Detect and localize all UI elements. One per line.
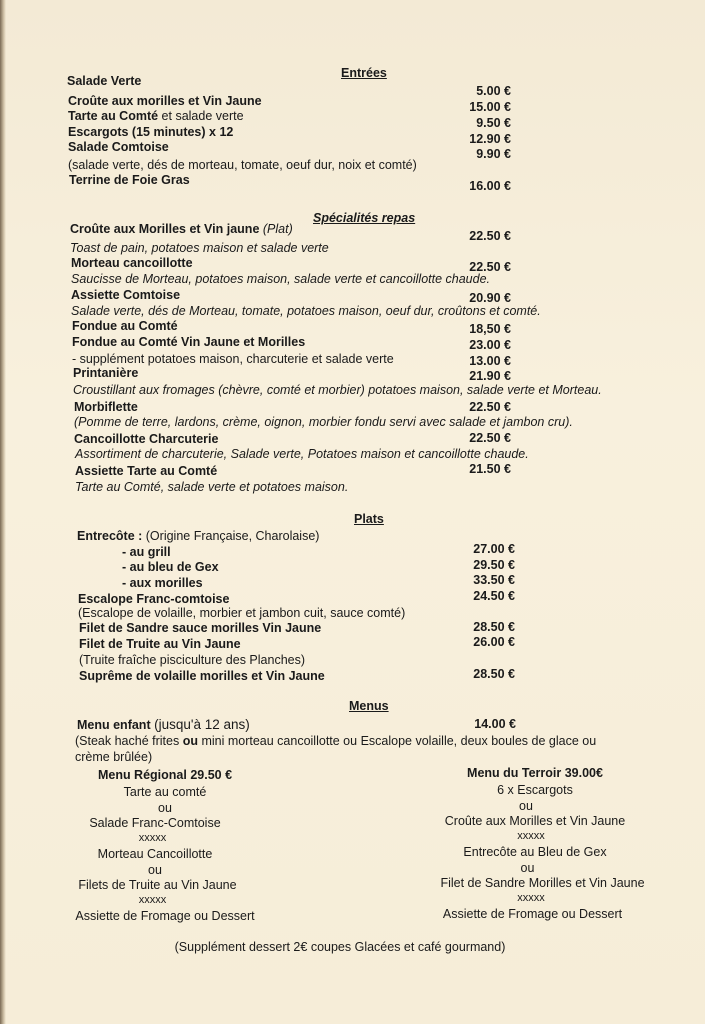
specialite-price: 20.90 € [469,291,511,305]
plats-heading: Plats [354,512,384,526]
entree-name: Salade Comtoise [68,140,169,154]
menu-line: Filet de Sandre Morilles et Vin Jaune [440,876,645,890]
specialite-name: Printanière [73,366,139,380]
specialite-price: 22.50 € [469,260,511,274]
specialite-desc: - supplément potatoes maison, charcuterie et salade verte [72,352,394,366]
menu-line: ou [520,861,535,875]
plat-name: Filet de Sandre sauce morilles Vin Jaune [79,621,322,635]
specialite-name: Morteau cancoillotte [71,256,193,270]
specialite-desc: Croustillant aux fromages (chèvre, comté et morbier) potatoes maison, salade verte et Morteau. [73,383,602,397]
menus-heading: Menus [349,699,389,713]
specialite-desc: (Pomme de terre, lardons, crème, oignon, morbier fondu servi avec salade et jambon cru). [74,415,573,429]
menu-enfant-age: (jusqu'à 12 ans) [154,717,250,732]
menu-terroir-title: Menu du Terroir 39.00€ [467,766,603,780]
specialite-desc-price: 13.00 € [469,354,511,368]
menu-enfant-desc [75,734,596,749]
specialite-price: 22.50 € [469,229,511,243]
specialite-price: 22.50 € [469,431,511,445]
plat-price: 28.50 € [473,667,515,681]
menu-line: xxxxx [138,894,167,906]
specialite-price: 22.50 € [469,400,511,414]
specialite-name: Cancoillotte Charcuterie [74,432,219,446]
entree-name: Terrine de Foie Gras [69,173,190,187]
specialite-suffix: (Plat) [259,222,293,236]
entrecote-option-price: 29.50 € [473,558,515,572]
specialite-desc: Tarte au Comté, salade verte et potatoes maison. [75,480,349,494]
menu-line: Salade Franc-Comtoise [89,816,221,830]
menu-line: ou [148,863,162,877]
menu-enfant-desc-ou: ou [182,734,198,748]
specialite-line [70,222,293,237]
entrecote-option: - au bleu de Gex [122,560,219,574]
plat-desc: (Truite fraîche pisciculture des Planches) [79,653,306,667]
entrecote-origin: (Origine Française, Charolaise) [142,529,320,543]
page-edge-shadow [0,0,6,1024]
entree-line [68,109,244,124]
plat-name: Filet de Truite au Vin Jaune [79,637,241,651]
menu-enfant-name: Menu enfant [77,718,151,732]
menu-line: 6 x Escargots [497,783,573,797]
specialite-desc: Assortiment de charcuterie, Salade verte, Potatoes maison et cancoillotte chaude. [75,447,529,461]
supplement-note: (Supplément dessert 2€ coupes Glacées et café gourmand) [174,940,506,954]
specialite-name: Croûte aux Morilles et Vin jaune [70,222,260,236]
specialite-desc: Salade verte, dés de Morteau, tomate, potatoes maison, oeuf dur, croûtons et comté. [71,304,541,318]
menu-enfant-price: 14.00 € [474,717,516,731]
specialites-heading: Spécialités repas [313,211,416,225]
menu-line: ou [519,799,533,813]
entree-suffix: et salade verte [158,109,244,123]
specialite-price: 21.90 € [469,369,511,383]
entree-price: 9.90 € [476,147,511,161]
specialite-name: Assiette Comtoise [71,288,181,302]
plat-price: 24.50 € [473,589,515,603]
menu-enfant-desc-2: crème brûlée) [75,750,153,764]
specialite-desc: Saucisse de Morteau, potatoes maison, salade verte et cancoillotte chaude. [71,272,491,286]
entrecote-option: - aux morilles [122,576,203,590]
entree-price: 5.00 € [476,84,511,98]
menu-line: xxxxx [138,832,167,844]
menu-line: Assiette de Fromage ou Dessert [442,907,623,921]
entrecote-option-price: 27.00 € [473,542,515,556]
menu-regional-title: Menu Régional 29.50 € [97,768,233,782]
specialite-name: Fondue au Comté [72,319,178,333]
entree-price: 12.90 € [469,132,511,146]
entree-name: Salade Verte [67,74,142,88]
specialite-desc: Toast de pain, potatoes maison et salade verte [70,241,329,255]
entree-price: 15.00 € [469,100,511,114]
menu-enfant-line [77,717,250,733]
plat-price: 28.50 € [473,620,515,634]
entrees-heading: Entrées [341,66,387,80]
plat-desc: (Escalope de volaille, morbier et jambon cuit, sauce comté) [78,606,406,620]
menu-line: Entrecôte au Bleu de Gex [463,845,607,859]
specialite-name: Morbiflette [74,400,138,414]
menu-line: Croûte aux Morilles et Vin Jaune [444,814,626,828]
menu-line: Tarte au comté [123,785,207,799]
menu-line: xxxxx [517,830,545,842]
menu-line: Filets de Truite au Vin Jaune [78,878,237,892]
menu-line: Morteau Cancoillotte [97,847,213,861]
specialite-name: Assiette Tarte au Comté [75,464,218,478]
plat-name: Escalope Franc-comtoise [78,592,230,606]
specialite-price: 21.50 € [469,462,511,476]
entree-desc: (salade verte, dés de morteau, tomate, oeuf dur, noix et comté) [68,158,417,172]
menu-enfant-desc-a: (Steak haché frites [75,734,183,748]
entree-price: 16.00 € [469,179,511,193]
plat-name: Suprême de volaille morilles et Vin Jaune [79,669,325,683]
entrecote-line [77,529,319,544]
entrecote-name: Entrecôte : [77,529,143,543]
entrecote-option: - au grill [122,545,171,559]
menu-line: Assiette de Fromage ou Dessert [75,909,255,923]
specialite-price: 23.00 € [469,338,511,352]
entree-name: Escargots (15 minutes) x 12 [68,125,234,139]
menu-line: xxxxx [517,892,545,904]
entree-name: Croûte aux morilles et Vin Jaune [68,94,262,108]
plat-price: 26.00 € [473,635,515,649]
entree-price: 9.50 € [476,116,511,130]
menu-line: ou [158,801,172,815]
entree-name: Tarte au Comté [68,109,159,123]
entrecote-option-price: 33.50 € [473,573,515,587]
specialite-name: Fondue au Comté Vin Jaune et Morilles [72,335,306,349]
menu-enfant-desc-b: mini morteau cancoillotte ou Escalope volaille, deux boules de glace ou [197,734,597,748]
specialite-price: 18,50 € [469,322,511,336]
